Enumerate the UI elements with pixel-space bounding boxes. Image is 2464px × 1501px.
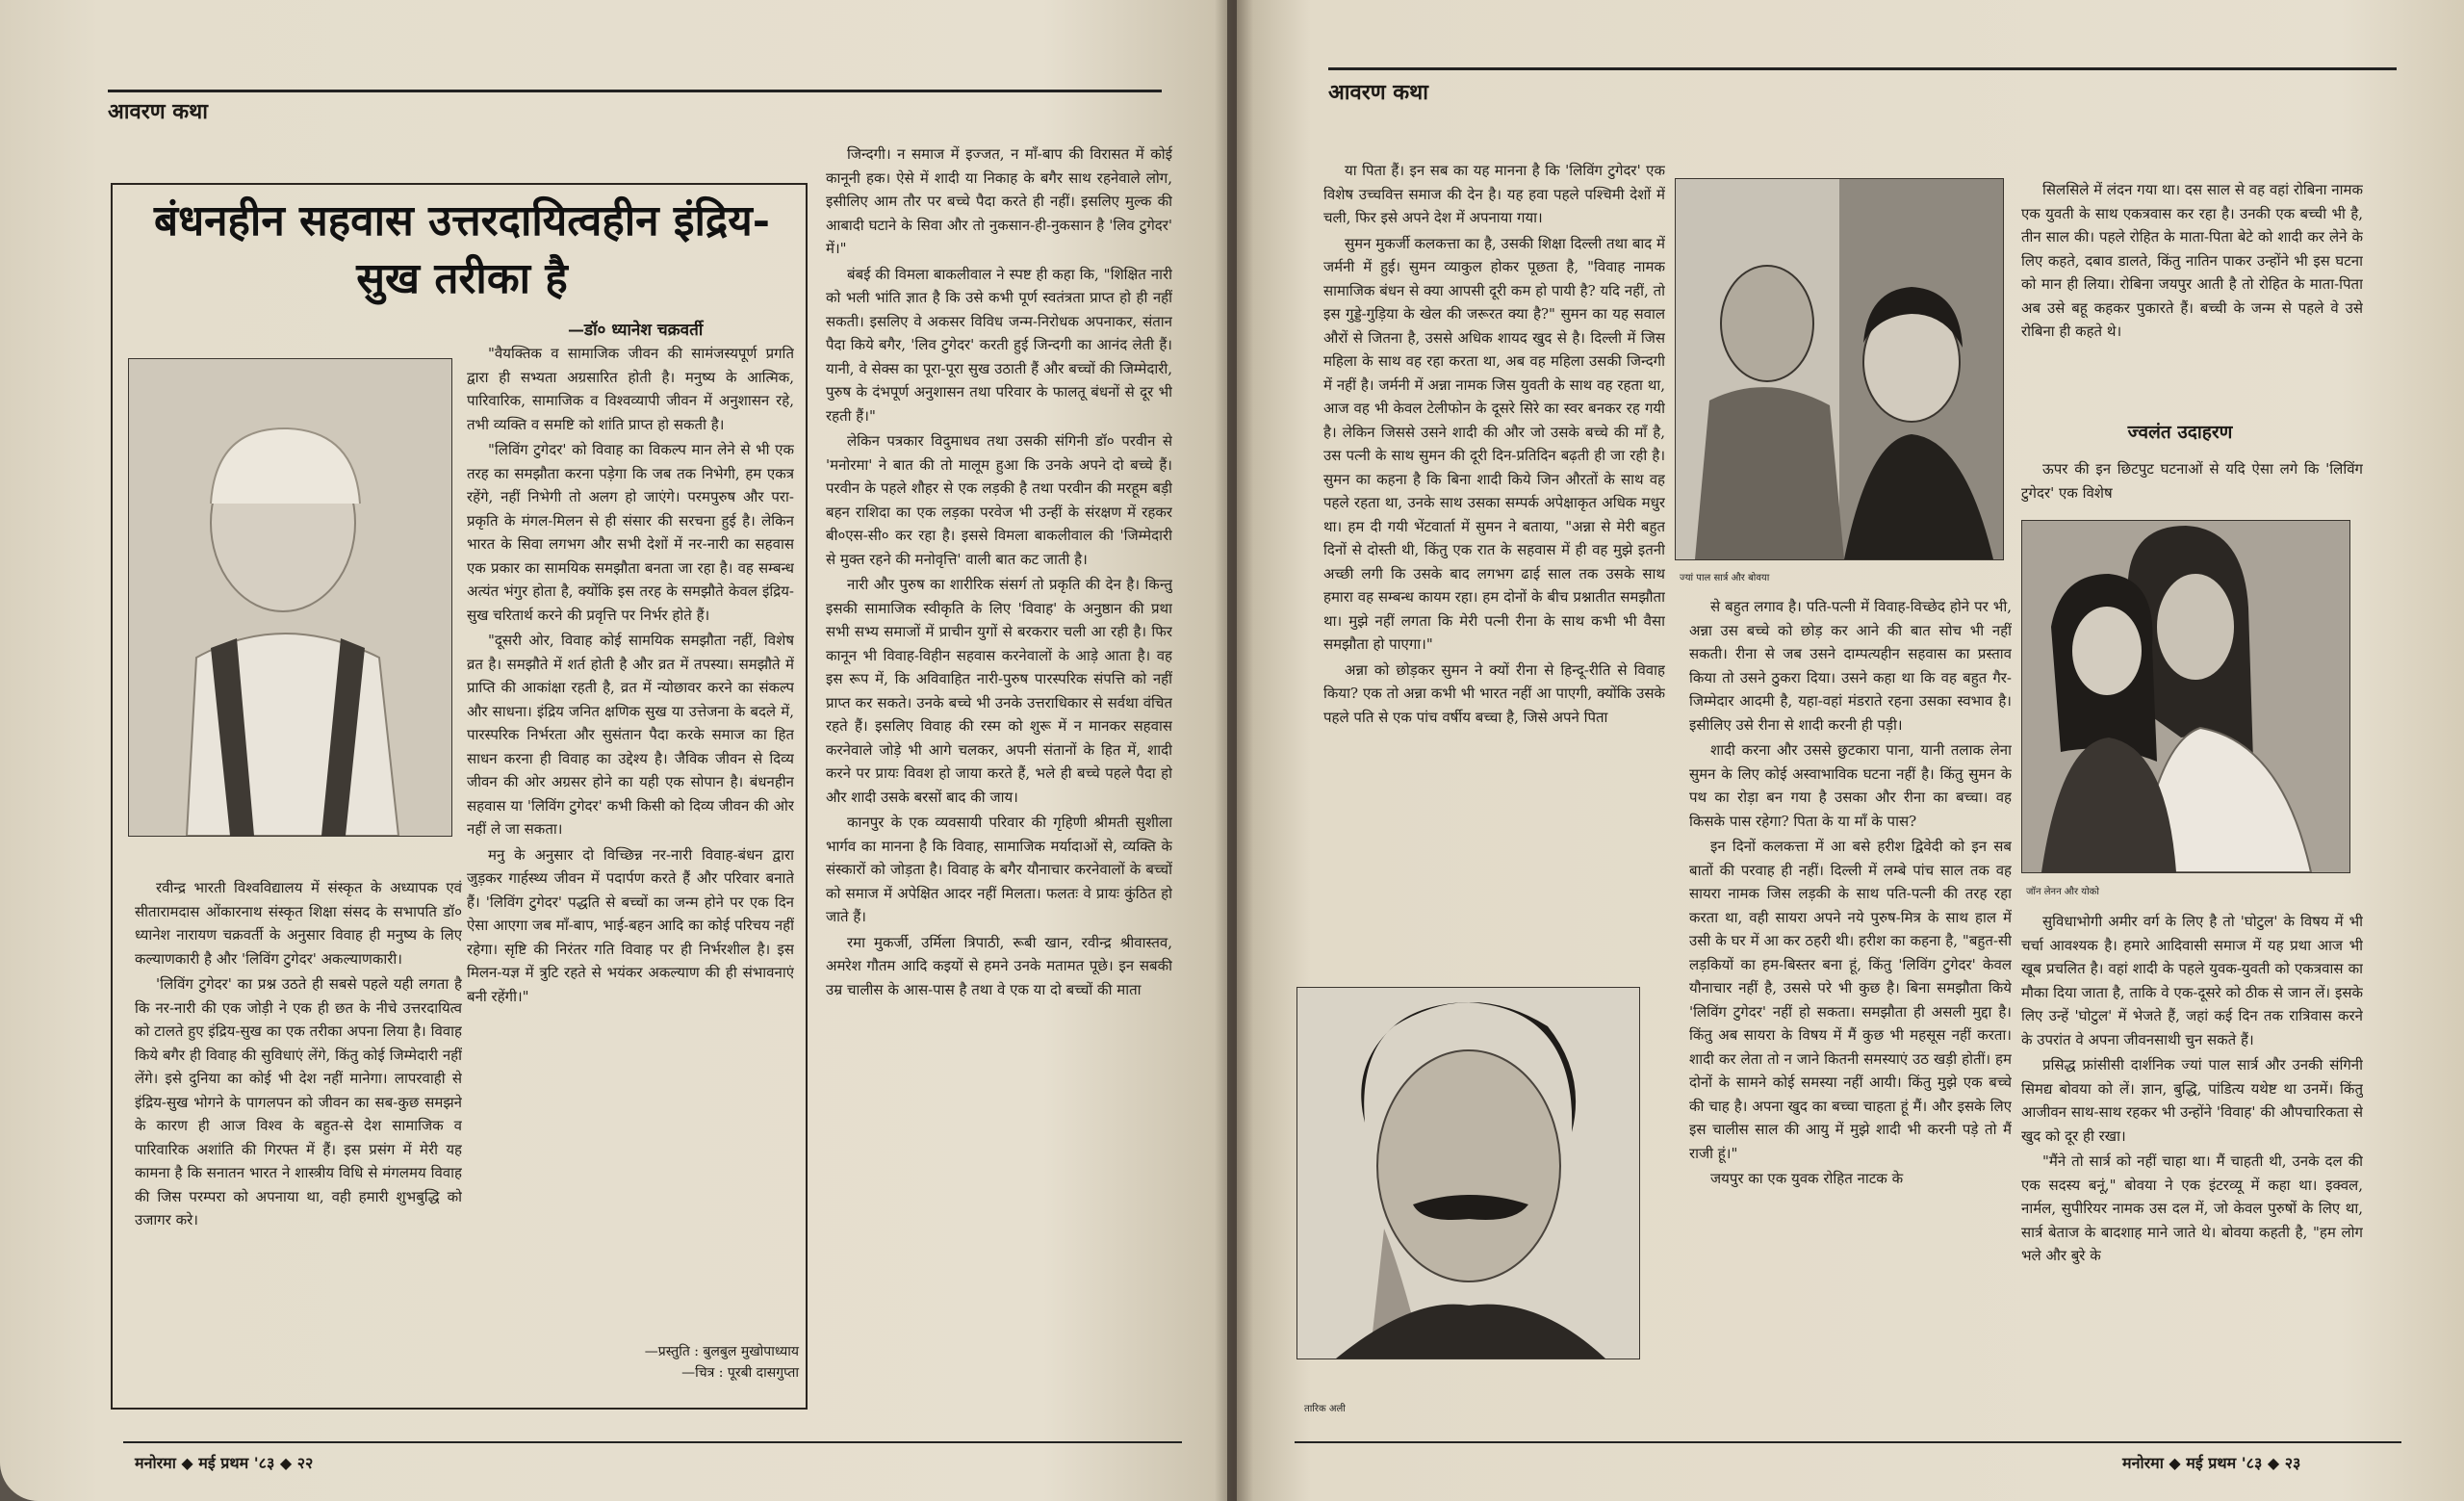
paragraph: बंबई की विमला बाकलीवाल ने स्पष्ट ही कहा कि, "शिक्षित नारी को भली भांति ज्ञात है कि उसे कभी पूर्ण स्वतंत्रता प्राप्त हो ही नहीं सकती। इसलिए वे अकसर विविध जन्म-निरोधक अपनाकर, संतान पैदा किये बगैर, 'लिव टुगेदर' करती हुई जिन्दगी का आनंद लेती हैं। यानी, वे सेक्स का पूरा-पूरा सुख उठाती हैं और बच्चों की जिम्मेदारी, पुरुष के दंभपूर्ण अनुशासन तथा परिवार के फालतू बंधनों से दूर भी रहती हैं।": [826, 265, 1172, 425]
photo-lennon: [2021, 520, 2350, 873]
header-rule: [1328, 67, 2397, 70]
paragraph: "वैयक्तिक व सामाजिक जीवन की सामंजस्यपूर्ण प्रगति द्वारा ही सभ्यता अग्रसारित होती है। मनुष्य के आत्मिक, पारिवारिक, सामाजिक व विश्वव्यापी जीवन में अनुशासन रहे, तभी व्यक्ति व समष्टि को शांति प्राप्त हो सकती है।: [467, 345, 794, 433]
photo-man: [1296, 987, 1640, 1359]
paragraph: मनु के अनुसार दो विच्छिन्न नर-नारी विवाह-बंधन द्वारा जुड़कर गार्हस्थ्य जीवन में पदार्पण करते हैं और परिवार बनाते हैं। 'लिविंग टुगेदर' पद्धति से बच्चों का जन्म होने पर एक दिन ऐसा आएगा जब माँ-बाप, भाई-बहन आदि का कोई परिचय नहीं रहेगा। सृष्टि की निरंतर गति विवाह पर ही निर्भरशील है। इस मिलन-यज्ञ में त्रुटि रहते से भयंकर अकल्याण की ही संभावनाएं बनी रहेंगी।": [467, 845, 794, 1005]
column-e: [1689, 595, 2012, 1423]
feature-title: बंधनहीन सहवास उत्तरदायित्वहीन इंद्रिय-सुख तरीका है: [153, 196, 771, 303]
feature-credits: [539, 1341, 799, 1384]
paragraph: नारी और पुरुष का शारीरिक संसर्ग तो प्रकृति की देन है। किन्तु इसकी सामाजिक स्वीकृति के लिए 'विवाह' के अनुष्ठान की प्रथा सभी सभ्य समाजों में प्राचीन युगों से बरकरार चली आ रही है। फिर कानून भी विवाह-विहीन सहवास करनेवालों के आड़े आता है। वह इस रूप में, कि अविवाहित नारी-पुरुष पारस्परिक संपत्ति को नहीं प्राप्त कर सकते। उनके बच्चे भी उनके उत्तराधिकार से सर्वथा वंचित रहते हैं। इसलिए विवाह की रस्म को शुरू में न मानकर सहवास करनेवाले जोड़े भी आगे चलकर, अपनी संतानों के हित में, शादी करने पर प्रायः विवश हो जाया करते हैं, भले ही बच्चे पहले पैदा हो और शादी उसके बरसों बाद की जाय।: [826, 576, 1172, 806]
portrait-photo: [128, 358, 452, 837]
footer-rule: [123, 1441, 1182, 1443]
column-c: [826, 142, 1172, 1404]
column-d: [1323, 159, 1665, 977]
paragraph: सुमन मुकर्जी कलकत्ता का है, उसकी शिक्षा दिल्ली तथा बाद में जर्मनी में हुई। सुमन व्याकुल होकर पूछता है, "विवाह नामक सामाजिक बंधन से क्या आपसी दूरी कम हो पायी है? यदि नहीं, तो इस गुड्डे-गुड़िया के खेल की जरूरत क्या है?" सुमन का यह सवाल औरों से जितना है, उससे अधिक शायद खुद से है। दिल्ली में जिस महिला के साथ वह रहा करता था, अब वह महिला उसकी जिन्दगी में नहीं है। जर्मनी में अन्ना नामक जिस युवती के साथ वह रहता था, आज वह भी केवल टेलीफोन के दूसरे सिरे का स्वर बनकर रह गयी है। लेकिन जिससे उसने शादी की और जो उसके बच्चे की माँ है, उस पत्नी के साथ सुमन की दूरी दिन-प्रतिदिन बढ़ती ही जा रही है। सुमन का कहना है कि बिना शादी किये जिन औरतों के साथ वह पहले रहता था, उनके साथ उसका सम्पर्क अपेक्षाकृत अधिक मधुर था। हम दी गयी भेंटवार्ता में सुमन ने बताया, "अन्ना से मेरी बहुत दिनों से दोस्ती थी, किंतु एक रात के सहवास में ही वह मुझे इतनी अच्छी लगी कि उसके बाद लगभग ढाई साल तक उसके साथ हमारा वह सम्बन्ध कायम रहा। हम दोनों के बीच प्रश्नातीत समझौता था। मुझे नहीं लगता कि मेरी पत्नी रीना के साथ कभी भी वैसा समझौता हो पाएगा।": [1323, 234, 1665, 653]
paragraph: शादी करना और उससे छुटकारा पाना, यानी तलाक लेना सुमन के लिए कोई अस्वाभाविक घटना नहीं है। किंतु सुमन के पथ का रोड़ा बन गया है उसका और रीना का बच्चा। वह किसके पास रहेगा? पिता के या माँ के पास?: [1689, 741, 2012, 830]
paragraph: लेकिन पत्रकार विदुमाधव तथा उसकी संगिनी डॉ० परवीन से 'मनोरमा' ने बात की तो मालूम हुआ कि उनके अपने दो बच्चे हैं। परवीन के पहले शौहर से एक लड़की है तथा परवीन की मरहूम बड़ी बहन राशिदा का एक लड़का परवेज भी उन्हीं के संरक्षण में रहकर बी०एस-सी० कर रहा है। इससे विमला बाकलीवाल की 'जिम्मेदारी से मुक्त रहने की मनोवृत्ति' वाली बात कट जाती है।: [826, 432, 1172, 568]
portrait-illustration: [129, 359, 451, 836]
paragraph: या पिता हैं। इन सब का यह मानना है कि 'लिविंग टुगेदर' एक विशेष उच्चवित्त समाज की देन है। यह हवा पहले पश्चिमी देशों में चली, फिर इसे अपने देश में अपनाया गया।: [1323, 162, 1665, 226]
paragraph: 'लिविंग टुगेदर' का प्रश्न उठते ही सबसे पहले यही लगता है कि नर-नारी की एक जोड़ी ने एक ही छत के नीचे उत्तरदायित्व को टालते हुए इंद्रिय-सुख का एक तरीका अपना लिया है। विवाह किये बगैर ही विवाह की सुविधाएं लेंगे, किंतु कोई जिम्मेदारी नहीं लेंगे। इसे दुनिया का कोई भी देश नहीं मानेगा। लापरवाही से इंद्रिय-सुख भोगने के पागलपन को जीवन का सब-कुछ समझने के कारण ही आज विश्व के बहुत-से देश सामाजिक व पारिवारिक अशांति की गिरफ्त में हैं। इस प्रसंग में मेरी यह कामना है कि सनातन भारत ने शास्त्रीय विधि से मंगलमय विवाह की जिस परम्परा को अपनाया था, वही हमारी शुभबुद्धि को उजागर करे।: [135, 975, 462, 1229]
credit-line: —चित्र : पूरबी दासगुप्ता: [681, 1365, 799, 1381]
page-footer: मनोरमा ◆ मई प्रथम '८३ ◆ २३: [2122, 1454, 2301, 1472]
paragraph: इन दिनों कलकत्ता में आ बसे हरीश द्विवेदी को इन सब बातों की परवाह ही नहीं। दिल्ली में लम्बे पांच साल तक वह सायरा नामक जिस लड़की के साथ पति-पत्नी की तरह रहा करता था, वही सायरा अपने नये पुरुष-मित्र के साथ हाल में उसी के घर में आ कर ठहरी थी। हरीश का कहना है, "बहुत-सी लड़कियों का हम-बिस्तर बना हूं, किंतु 'लिविंग टुगेदर' केवल यौनाचार नहीं है, उससे परे भी कुछ है। बिना समझौता किये 'लिविंग टुगेदर' नहीं हो सकता। समझौता ही असली मुद्दा है। किंतु अब सायरा के विषय में मैं कुछ भी महसूस नहीं करता। शादी कर लेता तो न जाने कितनी समस्याएं उठ खड़ी होतीं। हम दोनों के सामने कोई समस्या नहीं आयी। किंतु मुझे एक बच्चे की चाह है। अपना खुद का बच्चा चाहता हूं मैं। और इसके लिए इस चालीस साल की आयु में मुझे शादी भी करनी पड़े तो मैं राजी हूं।": [1689, 838, 2012, 1162]
paragraph: जयपुर का एक युवक रोहित नाटक के: [1710, 1170, 1904, 1187]
subheading: ज्वलंत उदाहरण: [2127, 422, 2233, 443]
column-f-mid: [2021, 457, 2363, 515]
paragraph: "मैंने तो सार्त्र को नहीं चाहा था। मैं चाहती थी, उनके दल की एक सदस्य बनूं," बोवया ने एक इंटरव्यू में कहा था। इक्वल, नार्मल, सुपीरियर नामक उस दल में, जो केवल पुरुषों के लिए था, सार्त्र बेताज के बादशाह माने जाते थे। बोवया कहती है, "हम लोग भले और बुरे के: [2021, 1152, 2363, 1264]
page-footer: मनोरमा ◆ मई प्रथम '८३ ◆ २२: [135, 1454, 314, 1472]
credit-line: —प्रस्तुति : बुलबुल मुखोपाध्याय: [644, 1344, 799, 1359]
caption: जॉन लेनन और योको: [2026, 887, 2099, 897]
lennon-illustration: [2022, 521, 2349, 872]
column-f-top: [2021, 178, 2363, 409]
caption: तारिक अली: [1304, 1404, 1346, 1414]
paragraph: "दूसरी ओर, विवाह कोई सामयिक समझौता नहीं, विशेष व्रत है। समझौते में शर्त होती है और व्रत में तपस्या। समझौते में प्राप्ति की आकांक्षा रहती है, व्रत में न्योछावर करने का संकल्प और साधना। इंद्रिय जनित क्षणिक सुख या उत्तेजना के बदले में, पारस्परिक निर्भरता और सुसंतान पैदा करके समाज का हित साधन करना ही विवाह का उद्देश्य है। जैविक जीवन से दिव्य जीवन की ओर अग्रसर होने का यही एक सोपान है। बंधनहीन सहवास या 'लिविंग टुगेदर' कभी किसी को दिव्य जीवन की ओर नहीं ले जा सकता।: [467, 632, 794, 838]
paragraph: अन्ना को छोड़कर सुमन ने क्यों रीना से हिन्दू-रीति से विवाह किया? एक तो अन्ना कभी भी भारत नहीं आ पाएगी, क्योंकि उसके पहले पति से एक पांच वर्षीय बच्चा है, जिसे अपने पिता: [1323, 660, 1665, 726]
paragraph: रवीन्द्र भारती विश्वविद्यालय में संस्कृत के अध्यापक एवं सीतारामदास ओंकारनाथ संस्कृत शिक्षा संसद के सभापति डॉ० ध्यानेश नारायण चक्रवर्ती के अनुसार विवाह ही मनुष्य के लिए कल्याणकारी है और 'लिविंग टुगेदर' अकल्याणकारी।: [135, 879, 462, 968]
header-rule: [108, 90, 1162, 92]
caption: ज्यां पाल सार्त्र और बोवया: [1680, 573, 1770, 583]
column-f-bottom: [2021, 910, 2363, 1410]
paragraph: कानपुर के एक व्यवसायी परिवार की गृहिणी श्रीमती सुशीला भार्गव का मानना है कि विवाह, सामाजिक मर्यादाओं से, व्यक्ति के संस्कारों को जोड़ता है। विवाह के बगैर यौनाचार करनेवालों के बच्चों को समाज में अपेक्षित आदर नहीं मिलता। फलतः वे प्रायः कुंठित हो जाते हैं।: [826, 814, 1172, 925]
photo-sartre: [1675, 178, 2004, 560]
footer-rule: [1295, 1441, 2401, 1443]
feature-byline: —डॉ० ध्यानेश चक्रवर्ती: [568, 321, 704, 340]
paragraph: रमा मुकर्जी, उर्मिला त्रिपाठी, रूबी खान, रवीन्द्र श्रीवास्तव, अमरेश गौतम आदि कइयों से हमने उनके मतामत पूछे। इन सबकी उम्र चालीस के आस-पास है तथा वे एक या दो बच्चों की माता: [826, 933, 1172, 998]
sartre-illustration: [1676, 179, 2003, 559]
feature-column-b: [467, 342, 794, 1348]
paragraph: प्रसिद्ध फ्रांसीसी दार्शनिक ज्यां पाल सार्त्र और उनकी संगिनी सिमद्य बोवया को लें। ज्ञान, बुद्धि, पांडित्य यथेष्ट था उनमें। किंतु आजीवन साथ-साथ रहकर भी उन्होंने 'विवाह' की औपचारिकता से खुद को दूर ही रखा।: [2021, 1056, 2363, 1145]
paragraph: सिलसिले में लंदन गया था। दस साल से वह वहां रोबिना नामक एक युवती के साथ एकत्रवास कर रहा है। उनकी एक बच्ची भी है, तीन साल की। पहले रोहित के माता-पिता बेटे को शादी कर लेने के लिए कहते, दबाव डालते, किंतु नातिन पाकर उन्होंने भी इस घटना को मान ही लिया। रोबिना जयपुर आती है तो रोहित के माता-पिता अब उसे बहू कहकर पुकारते हैं। बच्ची के जन्म से पहले वे उसे रोबिना ही कहते थे।: [2021, 181, 2363, 340]
paragraph: जिन्दगी। न समाज में इज्जत, न माँ-बाप की विरासत में कोई कानूनी हक। ऐसे में शादी या निकाह के बगैर साथ रहनेवाले लोग, इसीलिए आम तौर पर बच्चे पैदा करते ही नहीं। इसलिए मुल्क की आबादी घटाने के सिवा और तो नुकसान-ही-नुकसान है 'लिव टुगेदर' में।": [826, 145, 1172, 257]
binding-gutter: [1215, 0, 1253, 1501]
paragraph: ऊपर की इन छिटपुट घटनाओं से यदि ऐसा लगे कि 'लिविंग टुगेदर' एक विशेष: [2021, 460, 2363, 502]
section-label: आवरण कथा: [1328, 80, 1428, 105]
feature-column-a: [135, 876, 462, 1396]
paragraph: से बहुत लगाव है। पति-पत्नी में विवाह-विच्छेद होने पर भी, अन्ना उस बच्चे को छोड़ कर आने की बात सोच भी नहीं सकती। रीना से जब उसने दाम्पत्यहीन सहवास का प्रस्ताव किया तो उसने ठुकरा दिया। उसने कहा था कि वह बहुत गैर-जिम्मेदार आदमी है, यहा-वहां मंडराते रहना उसका स्वभाव है। इसीलिए उसे रीना से शादी करनी ही पड़ी।: [1689, 598, 2012, 734]
paragraph: "लिविंग टुगेदर' को विवाह का विकल्प मान लेने से भी एक तरह का समझौता करना पड़ेगा कि जब तक निभेगी, हम एकत्र रहेंगे, नहीं निभेगी तो अलग हो जाएंगे। परमपुरुष और परा-प्रकृति के मंगल-मिलन से ही संसार की सरचना हुई है। लेकिन भारत के सिवा लगभग और सभी देशों में नर-नारी का सहवास एक प्रकार का सामयिक समझौता बनता जा रहा है। वह सम्बन्ध अत्यंत भंगुर होता है, क्योंकि इस तरह के समझौते केवल इंद्रिय-सुख चरितार्थ करने की प्रवृत्ति पर निर्भर होते हैं।: [467, 441, 794, 624]
section-label: आवरण कथा: [108, 99, 208, 124]
paragraph: सुविधाभोगी अमीर वर्ग के लिए है तो 'घोटुल' के विषय में भी चर्चा आवश्यक है। हमारे आदिवासी समाज में यह प्रथा आज भी खूब प्रचलित है। वहां शादी के पहले युवक-युवती को एकत्रवास का मौका दिया जाता है, ताकि वे एक-दूसरे को ठीक से जान लें। इसके लिए उन्हें 'घोटुल' में भेजते हैं, जहां कई दिन तक रात्रिवास करने के उपरांत वे अपना जीवनसाथी चुन सकते हैं।: [2021, 913, 2363, 1048]
right-page: [1237, 0, 2464, 1501]
portrait-man-illustration: [1297, 988, 1639, 1359]
left-page: [0, 0, 1227, 1501]
